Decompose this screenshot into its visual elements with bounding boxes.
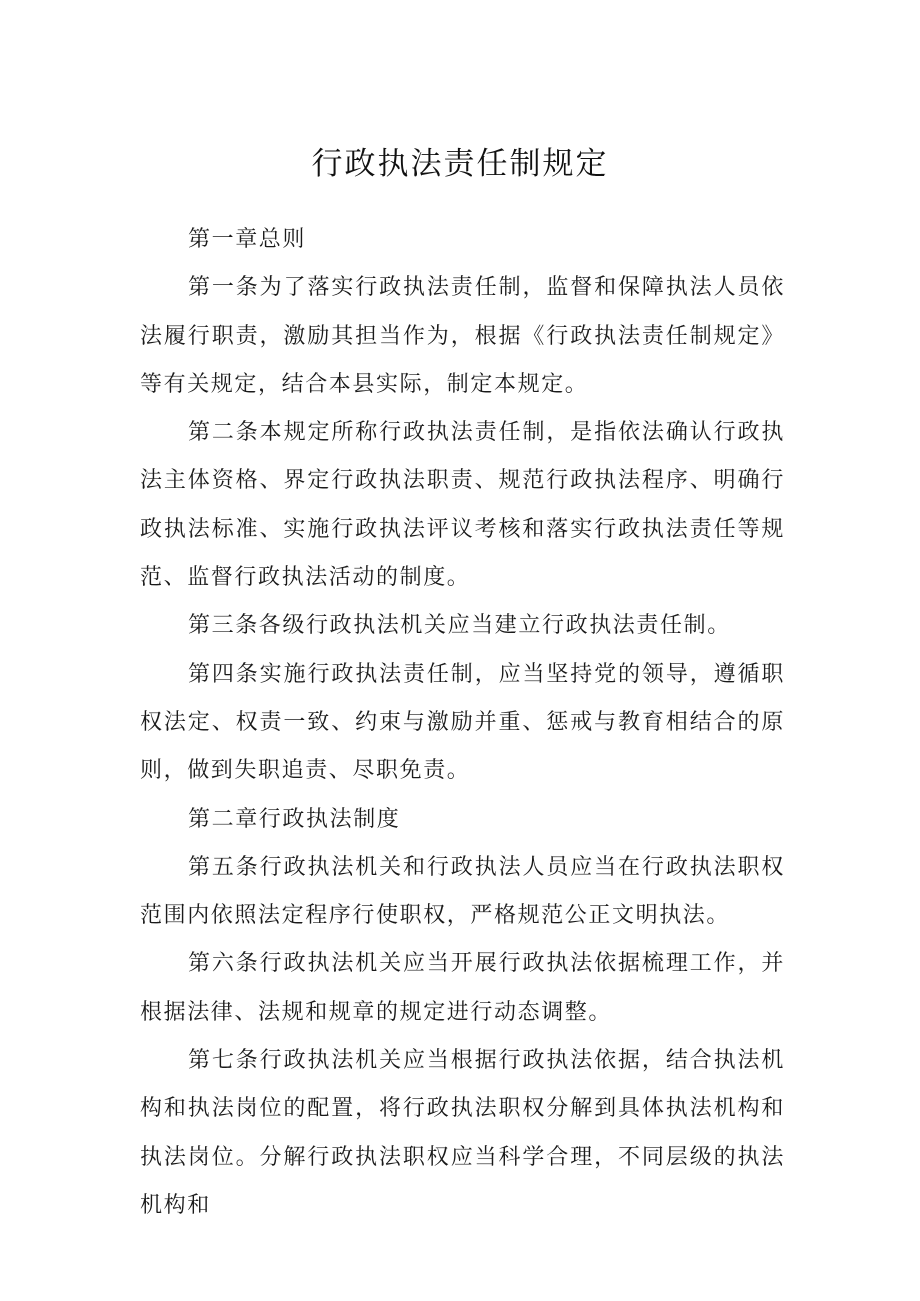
chapter-heading: 第一章总则 bbox=[188, 227, 307, 252]
article-paragraph: 第四条实施行政执法责任制，应当坚持党的领导，遵循职权法定、权责一致、约束与激励并重、惩戒与教育相结合的原则，做到失职追责、尽职免责。 bbox=[140, 661, 785, 784]
article-paragraph: 第五条行政执法机关和行政执法人员应当在行政执法职权范围内依照法定程序行使职权，严格规范公正文明执法。 bbox=[140, 854, 785, 929]
chapter-heading: 第二章行政执法制度 bbox=[188, 806, 401, 832]
document-body bbox=[140, 216, 785, 1230]
article-paragraph: 第七条行政执法机关应当根据行政执法依据，结合执法机构和执法岗位的配置，将行政执法职权分解到具体执法机构和执法岗位。分解行政执法职权应当科学合理，不同层级的执法机构和 bbox=[140, 1048, 785, 1218]
article-paragraph: 第六条行政执法机关应当开展行政执法依据梳理工作，并根据法律、法规和规章的规定进行动态调整。 bbox=[140, 951, 785, 1025]
article-paragraph: 第三条各级行政执法机关应当建立行政执法责任制。 bbox=[188, 613, 731, 639]
article-paragraph: 第二条本规定所称行政执法责任制，是指依法确认行政执法主体资格、界定行政执法职责、规范行政执法程序、明确行政执法标准、实施行政执法评议考核和落实行政执法责任等规范、监督行政执法活动的制度。 bbox=[140, 420, 785, 591]
article-paragraph: 第一条为了落实行政执法责任制，监督和保障执法人员依法履行职责，激励其担当作为，根据《行政执法责任制规定》等有关规定，结合本县实际，制定本规定。 bbox=[140, 275, 785, 397]
document-title: 行政执法责任制规定 bbox=[311, 146, 609, 182]
